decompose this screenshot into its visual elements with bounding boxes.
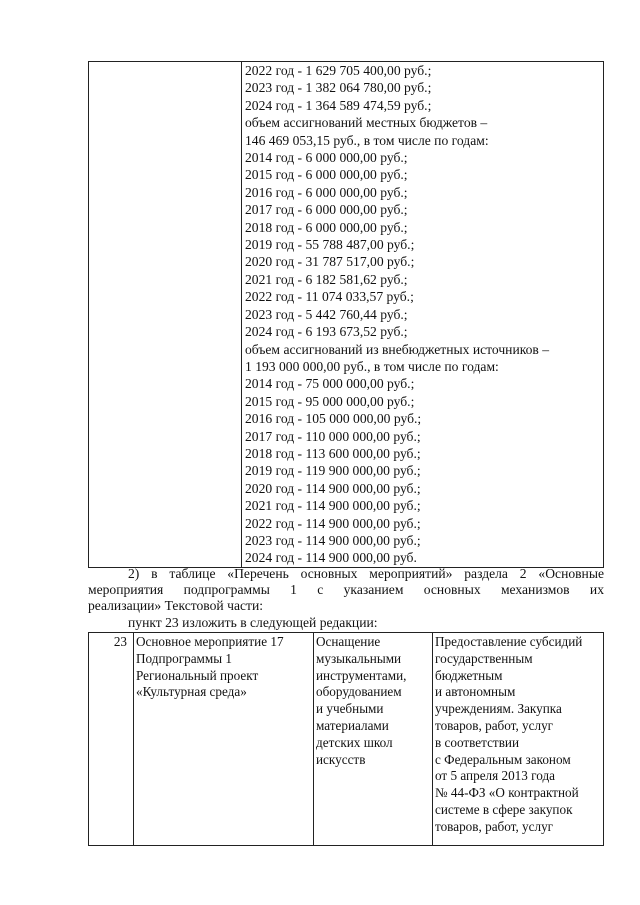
- cell-line: искусств: [316, 751, 366, 767]
- cell-line: и учебными: [316, 701, 384, 717]
- funding-line: 2024 год - 114 900 000,00 руб.: [245, 550, 417, 566]
- paragraph-line: реализации» Текстовой части:: [88, 598, 263, 613]
- funding-table-row: [89, 62, 604, 568]
- cell-line: Подпрограммы 1: [136, 650, 232, 666]
- funding-line: объем ассигнований местных бюджетов –: [245, 115, 488, 131]
- funding-line: 2018 год - 6 000 000,00 руб.;: [245, 219, 408, 235]
- cell-line: в соответствии: [435, 734, 520, 750]
- implementation-mechanism-cell: [433, 633, 604, 846]
- funding-line: 2023 год - 1 382 064 780,00 руб.;: [245, 80, 432, 96]
- row-number-cell: 23: [89, 633, 134, 846]
- cell-line: бюджетным: [435, 667, 503, 683]
- cell-line: системе в сфере закупок: [435, 801, 573, 817]
- cell-line: оборудованием: [316, 684, 402, 700]
- paragraph-line: мероприятия подпрограммы 1 с указанием основных механизмов их: [88, 582, 604, 597]
- funding-line: 2015 год - 6 000 000,00 руб.;: [245, 167, 408, 183]
- cell-line: товаров, работ, услуг: [435, 818, 554, 834]
- funding-line: 1 193 000 000,00 руб., в том числе по годам:: [245, 358, 499, 374]
- cell-line: и автономным: [435, 684, 516, 700]
- funding-line: 2014 год - 6 000 000,00 руб.;: [245, 150, 408, 166]
- funding-line: 2022 год - 11 074 033,57 руб.;: [245, 289, 414, 305]
- cell-line: инструментами,: [316, 667, 407, 683]
- cell-line: товаров, работ, услуг: [435, 717, 554, 733]
- funding-table: [88, 61, 604, 568]
- point-instruction: пункт 23 изложить в следующей редакции:: [128, 615, 378, 630]
- cell-line: государственным: [435, 650, 533, 666]
- cell-line: детских школ: [316, 734, 393, 750]
- cell-line: Региональный проект: [136, 667, 259, 683]
- funding-line: 2017 год - 6 000 000,00 руб.;: [245, 202, 408, 218]
- funding-line: 2018 год - 113 600 000,00 руб.;: [245, 445, 421, 461]
- funding-line: 2022 год - 1 629 705 400,00 руб.;: [245, 63, 432, 78]
- funding-line: 2020 год - 31 787 517,00 руб.;: [245, 254, 415, 270]
- funding-line: 2016 год - 6 000 000,00 руб.;: [245, 184, 408, 200]
- cell-line: музыкальными: [316, 650, 402, 666]
- cell-line: № 44-ФЗ «О контрактной: [435, 785, 579, 801]
- funding-line: 2024 год - 6 193 673,52 руб.;: [245, 324, 408, 340]
- measures-table: [88, 632, 604, 846]
- funding-line: 2024 год - 1 364 589 474,59 руб.;: [245, 97, 432, 113]
- funding-details-cell: [242, 62, 604, 568]
- cell-line: учреждениям. Закупка: [435, 701, 562, 717]
- cell-line: «Культурная среда»: [136, 684, 247, 700]
- cell-line: материалами: [316, 717, 389, 733]
- cell-line: от 5 апреля 2013 года: [435, 768, 556, 784]
- funding-line: 2019 год - 55 788 487,00 руб.;: [245, 237, 415, 253]
- cell-line: Основное мероприятие 17: [136, 634, 284, 649]
- funding-line: 2016 год - 105 000 000,00 руб.;: [245, 411, 422, 427]
- measure-name-cell: [134, 633, 314, 846]
- funding-line: 2019 год - 119 900 000,00 руб.;: [245, 463, 421, 479]
- funding-line: 2023 год - 5 442 760,44 руб.;: [245, 306, 408, 322]
- funding-line: 2014 год - 75 000 000,00 руб.;: [245, 376, 415, 392]
- measures-table-row: [89, 633, 604, 846]
- paragraph-line: 2) в таблице «Перечень основных мероприятий» раздела 2 «Основные: [128, 566, 604, 581]
- cell-line: Оснащение: [316, 634, 381, 649]
- funding-line: 2021 год - 114 900 000,00 руб.;: [245, 498, 421, 514]
- amendment-paragraph: [88, 566, 604, 614]
- funding-line: 2020 год - 114 900 000,00 руб.;: [245, 480, 421, 496]
- measure-content-cell: [314, 633, 433, 846]
- funding-line: объем ассигнований из внебюджетных источников –: [245, 341, 550, 357]
- funding-line: 2017 год - 110 000 000,00 руб.;: [245, 428, 421, 444]
- funding-table-empty-cell: [89, 62, 242, 568]
- funding-line: 2023 год - 114 900 000,00 руб.;: [245, 532, 421, 548]
- cell-line: с Федеральным законом: [435, 751, 571, 767]
- funding-line: 146 469 053,15 руб., в том числе по годам:: [245, 132, 489, 148]
- funding-line: 2022 год - 114 900 000,00 руб.;: [245, 515, 421, 531]
- funding-line: 2021 год - 6 182 581,62 руб.;: [245, 271, 408, 287]
- cell-line: Предоставление субсидий: [435, 634, 583, 649]
- funding-line: 2015 год - 95 000 000,00 руб.;: [245, 393, 415, 409]
